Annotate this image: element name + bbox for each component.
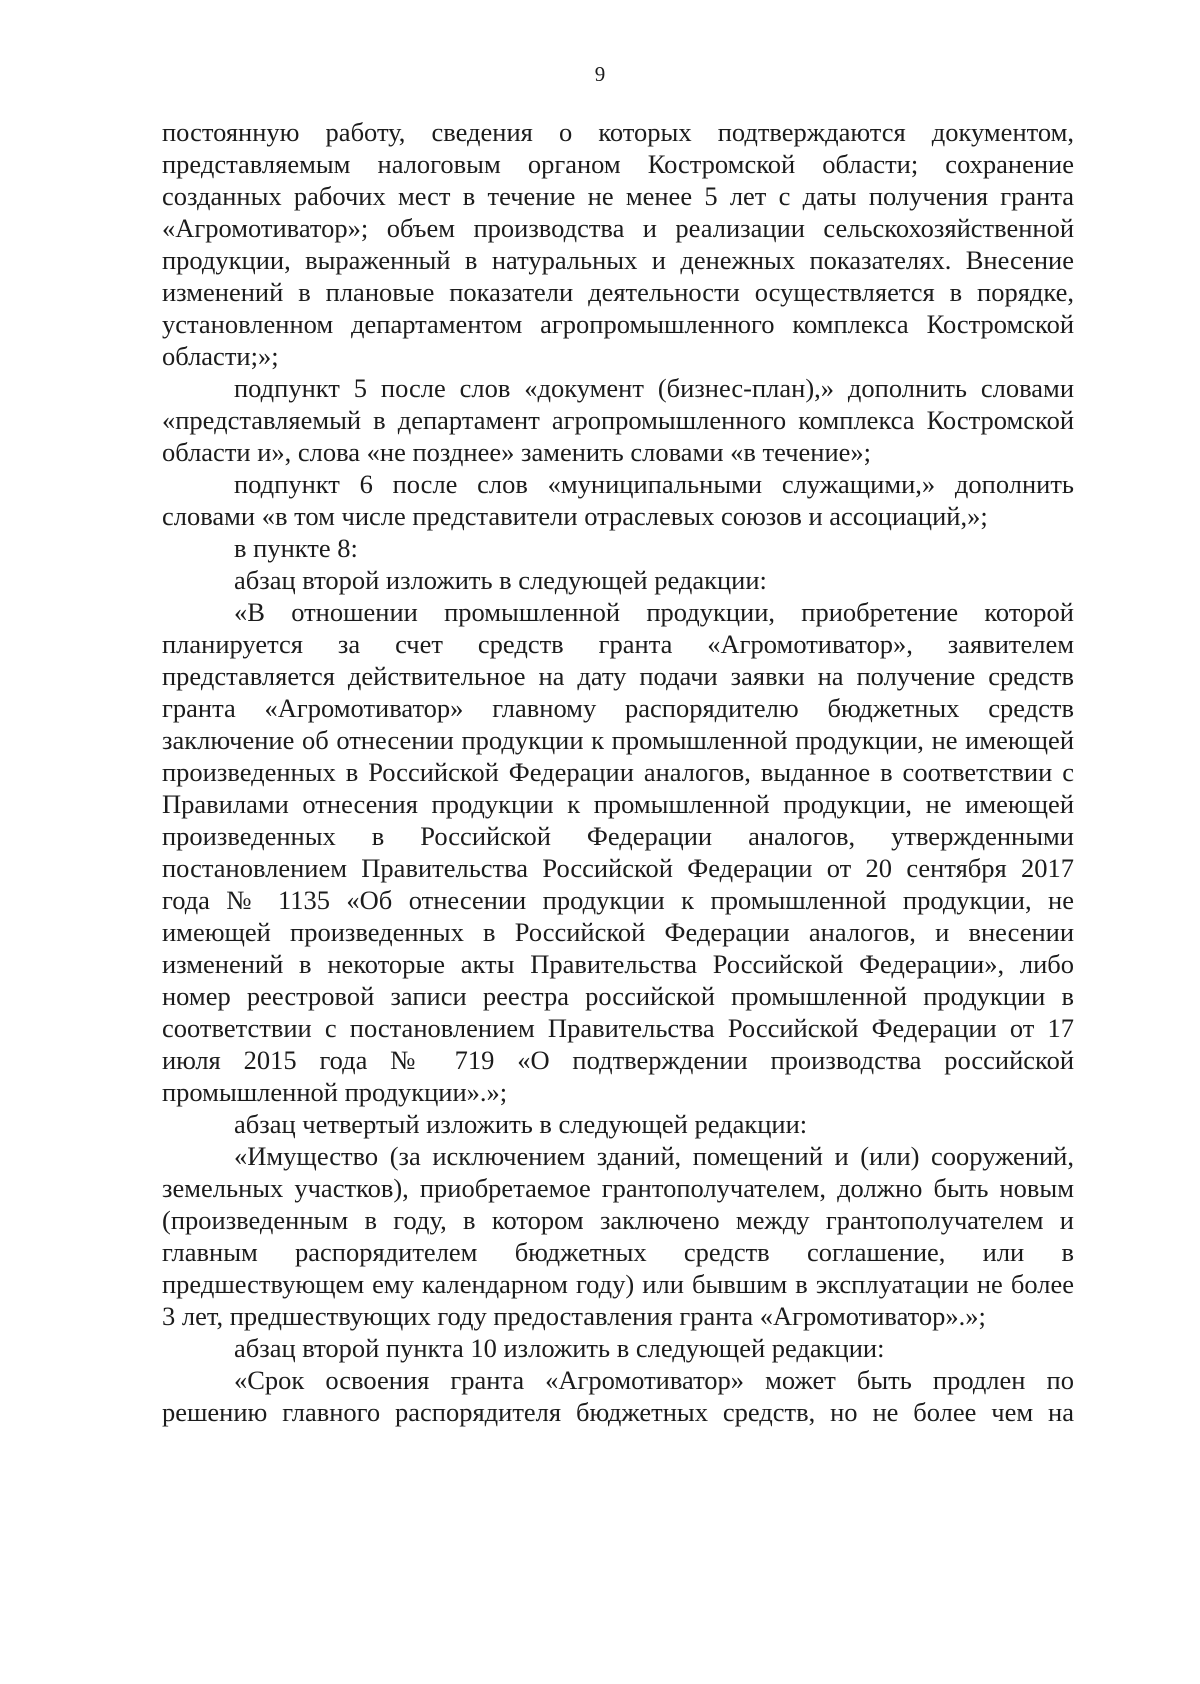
- document-body: [162, 116, 1074, 1428]
- text-line: промышленной продукции, не имеющей произведенных в Российской: [162, 885, 1074, 947]
- paragraph: [162, 532, 1074, 564]
- text-line: «представляемый в департамент агропромышленного комплекса: [162, 405, 915, 435]
- text-line: постановлением Правительства Российской Федерации от 17 июля: [162, 1013, 1074, 1075]
- text-line: «В отношении промышленной продукции, приобретение которой: [234, 597, 1074, 627]
- paragraph: [162, 372, 1074, 468]
- text-line: средств гранта «Агромотиватор» главному распорядителю бюджетных: [162, 661, 1074, 723]
- paragraph: [162, 1364, 1074, 1428]
- page-number: 9: [594, 62, 606, 86]
- text-line: абзац второй изложить в следующей редакции:: [234, 565, 767, 595]
- text-line: представляемым налоговым органом Костромской области; сохранение: [162, 149, 1074, 179]
- text-line: не имеющей произведенных в Российской Федерации аналогов, выданное: [162, 725, 1074, 787]
- text-line: представляется действительное на дату подачи заявки на получение: [162, 661, 976, 691]
- text-line: должно быть новым (произведенным в году, в котором заключено между: [162, 1173, 1075, 1235]
- paragraph: [162, 564, 1074, 596]
- text-line: Федерации аналогов, и внесении изменений в некоторые акты: [162, 917, 1074, 979]
- text-line: соглашение, или в предшествующем ему календарном году) или бывшим в: [162, 1237, 1075, 1299]
- text-line: сельскохозяйственной продукции, выраженный в натуральных и денежных: [162, 213, 1075, 275]
- text-line: Костромской области и», слова «не позднее» заменить словами «в: [162, 405, 1074, 467]
- text-line: Правительства Российской Федерации», либо номер реестровой записи: [162, 949, 1075, 1011]
- text-line: реестра российской промышленной продукции в соответствии с: [162, 981, 1075, 1043]
- paragraph: [162, 116, 1074, 372]
- text-line: Федерации от 20 сентября 2017 года № 1135 «Об отнесении продукции к: [162, 853, 1074, 915]
- text-line: средств заключение об отнесении продукции к промышленной продукции,: [162, 693, 1075, 755]
- text-line: в соответствии с Правилами отнесения продукции к промышленной: [162, 757, 1075, 819]
- text-line: «Срок освоения гранта «Агромотиватор» может быть продлен по: [234, 1365, 1074, 1395]
- text-line: абзац второй пункта 10 изложить в следующей редакции:: [234, 1333, 885, 1363]
- text-line: «Агромотиватор»; объем производства и реализации: [162, 213, 805, 243]
- text-line: сооружений, земельных участков), приобретаемое грантополучателем,: [162, 1141, 1074, 1203]
- text-line: эксплуатации не более 3 лет, предшествующих году предоставления гранта: [162, 1269, 1074, 1331]
- text-line: грантополучателем и главным распорядителем бюджетных средств: [162, 1205, 1074, 1267]
- text-line: решению главного распорядителя бюджетных средств, но не более чем на: [162, 1397, 1074, 1427]
- text-line: в пункте 8:: [234, 533, 358, 563]
- paragraph: [162, 1332, 1074, 1364]
- text-line: подпункт 5 после слов «документ (бизнес-план),» дополнить словами: [234, 373, 1074, 403]
- text-line: осуществляется в порядке, установленном департаментом: [162, 277, 1074, 339]
- text-line: аналогов, утвержденными постановлением Правительства Российской: [162, 821, 1074, 883]
- text-line: течение»;: [762, 437, 872, 467]
- text-line: «Имущество (за исключением зданий, помещений и (или): [234, 1141, 920, 1171]
- paragraph: [162, 1140, 1074, 1332]
- text-line: показателях. Внесение изменений в плановые показатели деятельности: [162, 245, 1074, 307]
- paragraph: [162, 1108, 1074, 1140]
- paragraph: [162, 596, 1074, 1108]
- text-line: промышленной продукции».»;: [162, 1077, 508, 1107]
- text-line: агропромышленного комплекса Костромской области;»;: [162, 309, 1075, 371]
- text-line: «Агромотиватор».»;: [759, 1301, 986, 1331]
- text-line: подпункт 6 после слов «муниципальными служащими,» дополнить: [234, 469, 1074, 499]
- paragraph: [162, 468, 1074, 532]
- text-line: 2015 года № 719 «О подтверждении производства российской: [243, 1045, 1075, 1075]
- text-line: постоянную работу, сведения о которых подтверждаются документом,: [162, 117, 1074, 147]
- text-line: продукции, не имеющей произведенных в Российской Федерации: [162, 789, 1075, 851]
- text-line: словами «в том числе представители отраслевых союзов и ассоциаций,»;: [162, 501, 988, 531]
- text-line: планируется за счет средств гранта «Агромотиватор», заявителем: [162, 629, 1074, 659]
- text-line: абзац четвертый изложить в следующей редакции:: [234, 1109, 808, 1139]
- text-line: созданных рабочих мест в течение не менее 5 лет с даты получения гранта: [162, 181, 1074, 211]
